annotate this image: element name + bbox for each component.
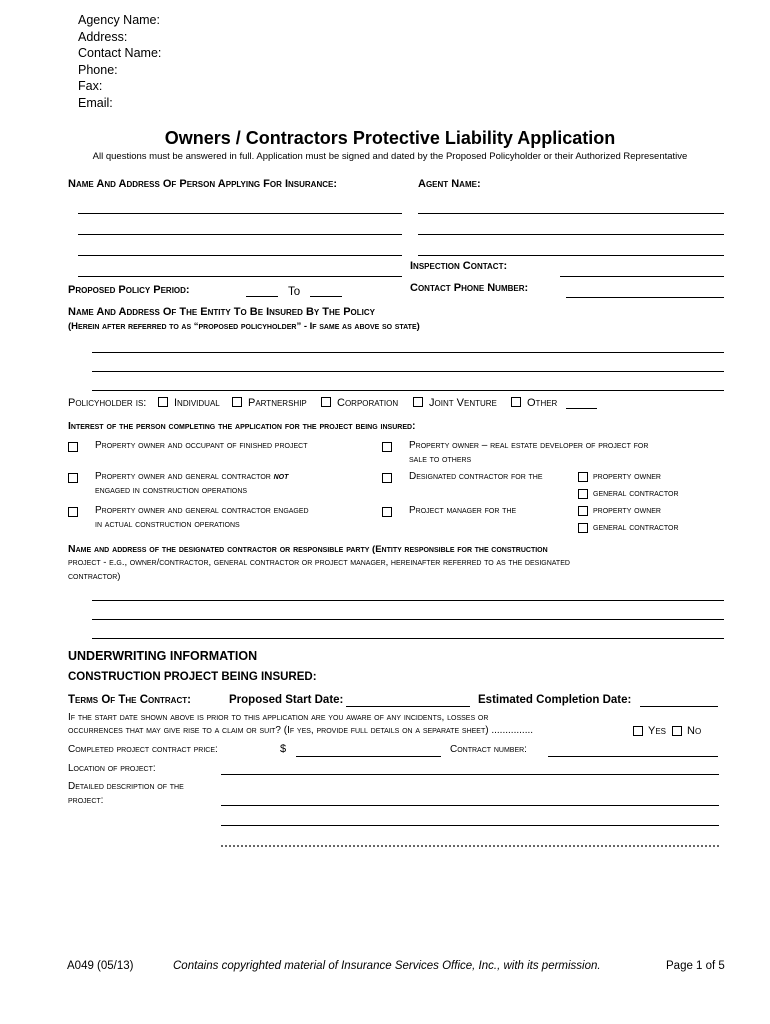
option-other: Other bbox=[527, 397, 558, 409]
interest-option-2-emphasis: not bbox=[273, 471, 289, 482]
entity-heading: Name And Address Of The Entity To Be Insured By The Policy bbox=[68, 306, 375, 318]
checkbox-partnership[interactable] bbox=[232, 397, 242, 407]
designated-heading-rest: (Entity responsible for the construction bbox=[369, 544, 548, 555]
policy-start-line[interactable] bbox=[246, 296, 278, 297]
project-heading: CONSTRUCTION PROJECT BEING INSURED: bbox=[68, 671, 317, 683]
interest-developer-line2: sale to others bbox=[409, 454, 472, 465]
location-line[interactable] bbox=[221, 774, 719, 775]
designated-owner-label: property owner bbox=[593, 471, 661, 482]
contract-price-line[interactable] bbox=[296, 756, 441, 757]
entity-subheading: (Herein after referred to as “proposed policyholder” - If same as above so state) bbox=[68, 321, 420, 332]
applicant-line-4[interactable] bbox=[78, 276, 402, 277]
entity-line-1[interactable] bbox=[92, 352, 724, 353]
no-label: No bbox=[687, 725, 702, 737]
checkbox-joint-venture[interactable] bbox=[413, 397, 423, 407]
other-line[interactable] bbox=[566, 408, 597, 409]
pm-gc-label: general contractor bbox=[593, 522, 679, 533]
policy-period-label: Proposed Policy Period: bbox=[68, 284, 190, 296]
terms-label: Terms Of The Contract: bbox=[68, 694, 191, 706]
checkbox-designated-owner[interactable] bbox=[578, 472, 588, 482]
page-title: Owners / Contractors Protective Liability Application bbox=[164, 128, 616, 148]
option-joint-venture: Joint Venture bbox=[429, 397, 497, 409]
checkbox-interest-pm[interactable] bbox=[382, 507, 392, 517]
checkbox-no[interactable] bbox=[672, 726, 682, 736]
agent-line-3[interactable] bbox=[418, 255, 724, 256]
interest-developer-line1: Property owner – real estate developer of project for bbox=[409, 440, 649, 451]
inspection-contact-line[interactable] bbox=[560, 276, 724, 277]
description-label-line1: Detailed description of the bbox=[68, 781, 184, 792]
designated-heading-bold: Name and address of the designated contractor or responsible party bbox=[68, 543, 370, 555]
option-partnership: Partnership bbox=[248, 397, 307, 409]
entity-line-2[interactable] bbox=[92, 371, 724, 372]
agency-phone-label: Phone: bbox=[78, 62, 118, 77]
start-date-line[interactable] bbox=[346, 706, 470, 707]
description-line-1[interactable] bbox=[221, 805, 719, 806]
checkbox-interest-designated[interactable] bbox=[382, 473, 392, 483]
applicant-label: Name And Address Of Person Applying For Insurance: bbox=[68, 178, 338, 190]
contract-number-label: Contract number: bbox=[450, 744, 527, 755]
checkbox-corporation[interactable] bbox=[321, 397, 331, 407]
checkbox-pm-owner[interactable] bbox=[578, 506, 588, 516]
agent-label: Agent Name: bbox=[418, 178, 481, 190]
location-label: Location of project: bbox=[68, 763, 156, 774]
contract-price-label: Completed project contract price: bbox=[68, 744, 218, 755]
applicant-line-2[interactable] bbox=[78, 234, 402, 235]
checkbox-interest-1[interactable] bbox=[68, 442, 78, 452]
interest-option-2-line2: engaged in construction operations bbox=[95, 485, 248, 496]
checkbox-pm-gc[interactable] bbox=[578, 523, 588, 533]
completion-date-label: Estimated Completion Date: bbox=[478, 694, 632, 706]
page-subtitle: All questions must be answered in full. Application must be signed and dated by the Proposed Policyholder or their Authorized Representative bbox=[92, 151, 688, 162]
interest-option-2 bbox=[95, 471, 288, 482]
completion-date-line[interactable] bbox=[640, 706, 718, 707]
agent-line-2[interactable] bbox=[418, 234, 724, 235]
interest-option-2-text: Property owner and general contractor bbox=[95, 471, 274, 482]
contact-phone-line[interactable] bbox=[566, 297, 724, 298]
designated-line-2[interactable] bbox=[92, 619, 724, 620]
contact-phone-label: Contact Phone Number: bbox=[410, 282, 529, 294]
currency-symbol: $ bbox=[280, 743, 287, 755]
yes-label: Yes bbox=[648, 725, 667, 737]
copyright-notice: Contains copyrighted material of Insurance Services Office, Inc., with its permission. bbox=[173, 960, 601, 972]
interest-designated-label: Designated contractor for the bbox=[409, 471, 543, 482]
designated-line2: project - e.g., owner/contractor, general contractor or project manager, hereinafter referred to as the designated bbox=[68, 557, 570, 568]
interest-option-3-line2: in actual construction operations bbox=[95, 519, 240, 530]
applicant-line-3[interactable] bbox=[78, 255, 402, 256]
option-individual: Individual bbox=[174, 397, 220, 409]
agency-fax-label: Fax: bbox=[78, 79, 103, 93]
checkbox-interest-3[interactable] bbox=[68, 507, 78, 517]
interest-pm-label: Project manager for the bbox=[409, 505, 517, 516]
interest-option-1: Property owner and occupant of finished project bbox=[95, 440, 308, 451]
start-date-label: Proposed Start Date: bbox=[229, 694, 344, 706]
incident-question-line1: If the start date shown above is prior to this application are you aware of any incidents, losses or bbox=[68, 712, 489, 723]
description-label-line2: project: bbox=[68, 795, 104, 806]
option-corporation: Corporation bbox=[337, 397, 399, 409]
designated-gc-label: general contractor bbox=[593, 488, 679, 499]
policyholder-label: Policyholder is: bbox=[68, 397, 147, 409]
checkbox-yes[interactable] bbox=[633, 726, 643, 736]
description-line-2[interactable] bbox=[221, 825, 719, 826]
policy-end-line[interactable] bbox=[310, 296, 342, 297]
inspection-contact-label: Inspection Contact: bbox=[410, 260, 508, 272]
agency-address-label: Address: bbox=[78, 29, 128, 44]
pm-owner-label: property owner bbox=[593, 505, 661, 516]
checkbox-interest-2[interactable] bbox=[68, 473, 78, 483]
designated-line-1[interactable] bbox=[92, 600, 724, 601]
underwriting-heading: UNDERWRITING INFORMATION bbox=[68, 649, 258, 663]
form-id: A049 (05/13) bbox=[67, 960, 134, 972]
checkbox-designated-gc[interactable] bbox=[578, 489, 588, 499]
checkbox-individual[interactable] bbox=[158, 397, 168, 407]
applicant-line-1[interactable] bbox=[78, 213, 402, 214]
agency-email-label: Email: bbox=[78, 95, 113, 110]
page-number: Page 1 of 5 bbox=[666, 960, 725, 972]
agency-block bbox=[78, 12, 161, 111]
agency-name-label: Agency Name: bbox=[78, 13, 160, 27]
agent-line-1[interactable] bbox=[418, 213, 724, 214]
interest-option-3: Property owner and general contractor engaged bbox=[95, 505, 309, 516]
agency-contact-label: Contact Name: bbox=[78, 46, 162, 60]
checkbox-interest-developer[interactable] bbox=[382, 442, 392, 452]
contract-number-line[interactable] bbox=[548, 756, 718, 757]
designated-line-3[interactable] bbox=[92, 638, 724, 639]
designated-line3: contractor) bbox=[68, 571, 121, 582]
entity-line-3[interactable] bbox=[92, 390, 724, 391]
to-label: To bbox=[288, 286, 301, 298]
checkbox-other[interactable] bbox=[511, 397, 521, 407]
interest-heading: Interest of the person completing the application for the project being insured: bbox=[68, 420, 416, 432]
incident-question-line2: occurrences that may give rise to a claim or suit? (If yes, provide full details on a separate sheet) ............... bbox=[68, 725, 534, 736]
description-line-3[interactable] bbox=[221, 845, 719, 847]
designated-heading bbox=[68, 543, 548, 555]
